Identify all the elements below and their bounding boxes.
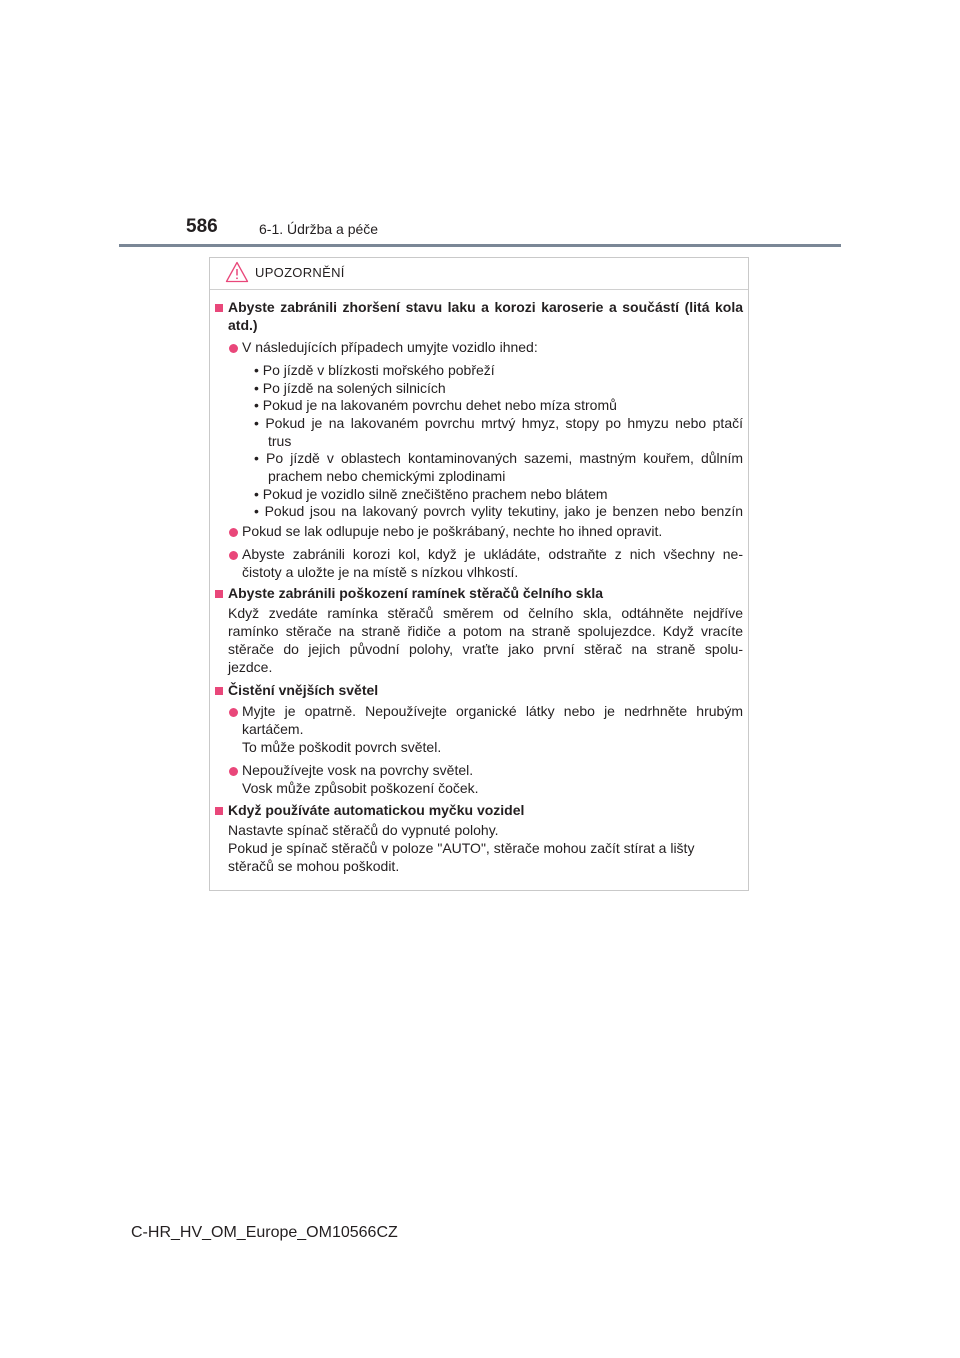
bullet-dot <box>229 528 238 537</box>
paragraph: ramínko stěrače na straně řidiče a potom na straně spolujezdce. Když vracíte <box>228 623 743 639</box>
paragraph: stěračů se mohou poškodit. <box>228 858 400 874</box>
list-item: • Pokud je na lakovaném povrchu mrtvý hmyz, stopy po hmyzu nebo ptačí <box>254 415 743 431</box>
bullet-dot <box>229 708 238 717</box>
list-item: • Po jízdě v oblastech kontaminovaných sazemi, mastným kouřem, důlním <box>254 450 743 466</box>
paragraph: Pokud se lak odlupuje nebo je poškrábaný, nechte ho ihned opravit. <box>242 523 663 539</box>
paragraph: stěrače do jejich původní polohy, vraťte jako první stěrač na straně spolu- <box>228 641 743 657</box>
list-item: • Pokud jsou na lakovaný povrch vylity tekutiny, jako je benzen nebo benzín <box>254 503 743 519</box>
section-marker <box>215 590 223 598</box>
list-item-cont: prachem nebo chemickými zplodinami <box>268 468 506 484</box>
paragraph-cont: jezdce. <box>228 659 273 675</box>
list-item: • Po jízdě na solených silnicích <box>254 380 446 396</box>
paragraph: Abyste zabránili korozi kol, když je ukládáte, odstraňte z nich všechny ne- <box>242 546 743 562</box>
paragraph-cont: To může poškodit povrch světel. <box>242 739 442 755</box>
section-heading: Abyste zabránili zhoršení stavu laku a korozi karoserie a součástí (litá kola <box>228 299 743 315</box>
warning-header <box>210 258 748 290</box>
paragraph: V následujících případech umyjte vozidlo ihned: <box>242 339 538 355</box>
bullet-dot <box>229 344 238 353</box>
section-marker <box>215 304 223 312</box>
list-item: • Pokud je na lakovaném povrchu dehet nebo míza stromů <box>254 397 617 413</box>
section-heading: Čistění vnějších světel <box>228 682 379 698</box>
section-title: 6-1. Údržba a péče <box>259 221 379 237</box>
bullet-dot <box>229 551 238 560</box>
list-item: • Po jízdě v blízkosti mořského pobřeží <box>254 362 495 378</box>
paragraph: Nastavte spínač stěračů do vypnuté polohy. <box>228 822 499 838</box>
section-heading-cont: atd.) <box>228 317 258 333</box>
paragraph: Když zvedáte ramínka stěračů směrem od čelního skla, odtáhněte nejdříve <box>228 605 743 621</box>
document-code: C-HR_HV_OM_Europe_OM10566CZ <box>131 1224 398 1241</box>
paragraph: Nepoužívejte vosk na povrchy světel. <box>242 762 474 778</box>
section-heading: Abyste zabránili poškození ramínek stěračů čelního skla <box>228 585 604 601</box>
paragraph-cont: čistoty a uložte je na místě s nízkou vlhkostí. <box>242 564 519 580</box>
section-marker <box>215 807 223 815</box>
page-number: 586 <box>186 216 218 237</box>
header-divider <box>119 244 841 247</box>
paragraph: Myjte je opatrně. Nepoužívejte organické látky nebo je nedrhněte hrubým <box>242 703 743 719</box>
section-marker <box>215 687 223 695</box>
warning-title: UPOZORNĚNÍ <box>255 265 345 280</box>
list-item-cont: trus <box>268 433 292 449</box>
paragraph-cont: Vosk může způsobit poškození čoček. <box>242 780 479 796</box>
warning-box <box>209 257 749 891</box>
bullet-dot <box>229 767 238 776</box>
warning-triangle-icon <box>225 261 249 283</box>
paragraph-cont: kartáčem. <box>242 721 304 737</box>
section-heading: Když používáte automatickou myčku vozidel <box>228 802 525 818</box>
paragraph: Pokud je spínač stěračů v poloze "AUTO", stěrače mohou začít stírat a lišty <box>228 840 695 856</box>
list-item: • Pokud je vozidlo silně znečištěno prachem nebo blátem <box>254 486 608 502</box>
